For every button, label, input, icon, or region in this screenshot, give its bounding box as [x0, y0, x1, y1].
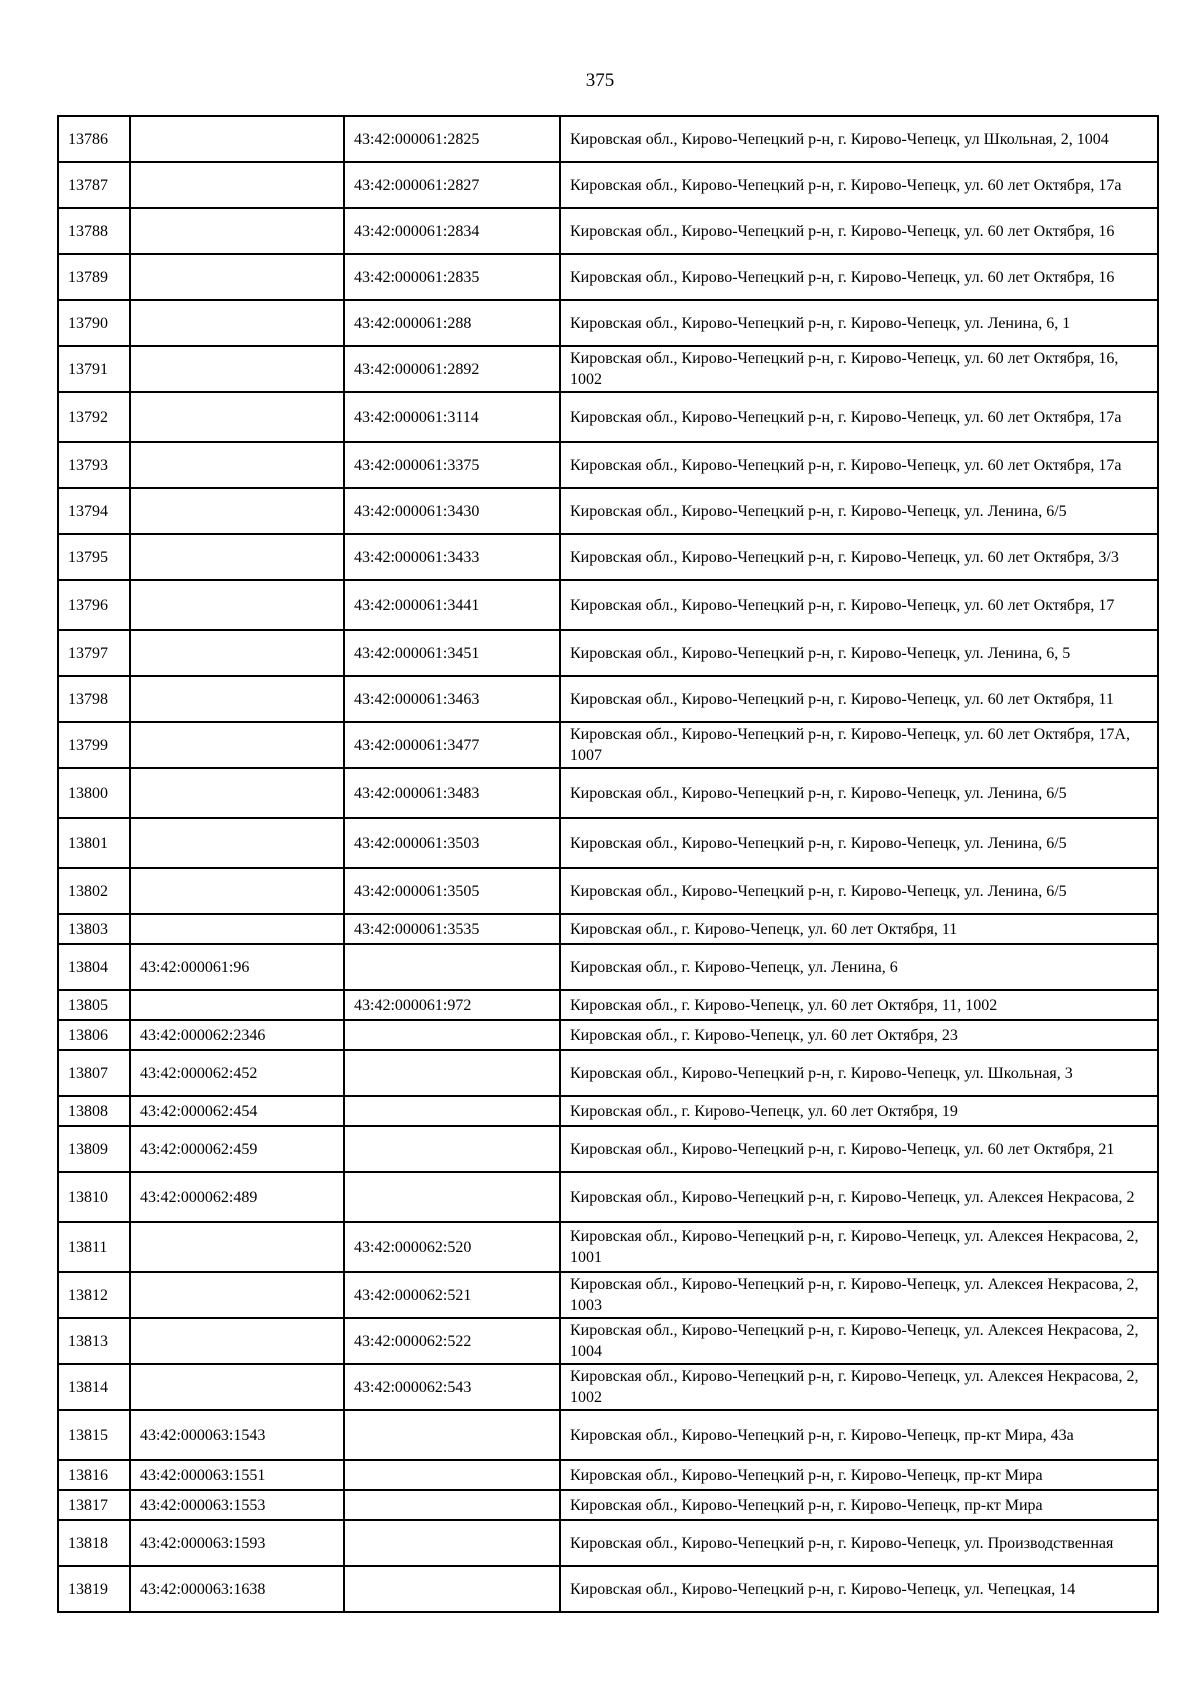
cadastral-number-cell: [130, 208, 344, 254]
address-cell: Кировская обл., Кирово-Чепецкий р-н, г. Кирово-Чепецк, ул. Ленина, 6, 1: [560, 300, 1158, 346]
row-number-cell: 13809: [58, 1126, 130, 1172]
address-cell: Кировская обл., Кирово-Чепецкий р-н, г. Кирово-Чепецк, пр-кт Мира: [560, 1460, 1158, 1490]
linked-cadastral-number-cell: 43:42:000062:522: [344, 1318, 560, 1364]
address-cell: Кировская обл., Кирово-Чепецкий р-н, г. Кирово-Чепецк, ул. Ленина, 6/5: [560, 818, 1158, 868]
row-number-cell: 13807: [58, 1050, 130, 1096]
address-cell: Кировская обл., Кирово-Чепецкий р-н, г. Кирово-Чепецк, ул. 60 лет Октября, 21: [560, 1126, 1158, 1172]
table-row: [58, 1364, 1158, 1410]
address-cell: Кировская обл., г. Кирово-Чепецк, ул. Ленина, 6: [560, 944, 1158, 990]
address-cell: Кировская обл., Кирово-Чепецкий р-н, г. Кирово-Чепецк, пр-кт Мира: [560, 1490, 1158, 1520]
row-number-cell: 13789: [58, 254, 130, 300]
address-cell: Кировская обл., Кирово-Чепецкий р-н, г. Кирово-Чепецк, ул. Чепецкая, 14: [560, 1566, 1158, 1612]
cadastral-number-cell: [130, 580, 344, 630]
linked-cadastral-number-cell: 43:42:000062:543: [344, 1364, 560, 1410]
table-row: [58, 580, 1158, 630]
linked-cadastral-number-cell: 43:42:000061:2827: [344, 162, 560, 208]
address-cell: Кировская обл., г. Кирово-Чепецк, ул. 60 лет Октября, 11, 1002: [560, 990, 1158, 1020]
linked-cadastral-number-cell: [344, 1490, 560, 1520]
linked-cadastral-number-cell: 43:42:000061:3503: [344, 818, 560, 868]
row-number-cell: 13802: [58, 868, 130, 914]
table-row: [58, 1126, 1158, 1172]
row-number-cell: 13818: [58, 1520, 130, 1566]
row-number-cell: 13803: [58, 914, 130, 944]
linked-cadastral-number-cell: [344, 1126, 560, 1172]
address-cell: Кировская обл., г. Кирово-Чепецк, ул. 60 лет Октября, 19: [560, 1096, 1158, 1126]
linked-cadastral-number-cell: 43:42:000061:3430: [344, 488, 560, 534]
linked-cadastral-number-cell: 43:42:000062:521: [344, 1272, 560, 1318]
linked-cadastral-number-cell: [344, 1520, 560, 1566]
linked-cadastral-number-cell: 43:42:000061:2834: [344, 208, 560, 254]
table-row: [58, 914, 1158, 944]
address-cell: Кировская обл., Кирово-Чепецкий р-н, г. Кирово-Чепецк, ул Школьная, 2, 1004: [560, 116, 1158, 162]
linked-cadastral-number-cell: [344, 1050, 560, 1096]
cadastral-number-cell: [130, 768, 344, 818]
cadastral-number-cell: 43:42:000063:1543: [130, 1410, 344, 1460]
row-number-cell: 13812: [58, 1272, 130, 1318]
table-row: [58, 162, 1158, 208]
table-row: [58, 1460, 1158, 1490]
row-number-cell: 13810: [58, 1172, 130, 1222]
cadastral-number-cell: [130, 914, 344, 944]
row-number-cell: 13790: [58, 300, 130, 346]
cadastral-number-cell: [130, 162, 344, 208]
table-row: [58, 442, 1158, 488]
linked-cadastral-number-cell: 43:42:000062:520: [344, 1222, 560, 1272]
table-row: [58, 676, 1158, 722]
table-row: [58, 1566, 1158, 1612]
table-row: [58, 868, 1158, 914]
address-cell: Кировская обл., г. Кирово-Чепецк, ул. 60 лет Октября, 11: [560, 914, 1158, 944]
row-number-cell: 13805: [58, 990, 130, 1020]
table-row: [58, 300, 1158, 346]
row-number-cell: 13801: [58, 818, 130, 868]
address-cell: Кировская обл., Кирово-Чепецкий р-н, г. Кирово-Чепецк, ул. Алексея Некрасова, 2, 1002: [560, 1364, 1158, 1410]
page-number: 375: [585, 70, 615, 91]
cadastral-number-cell: [130, 1364, 344, 1410]
cadastral-number-cell: [130, 676, 344, 722]
row-number-cell: 13799: [58, 722, 130, 768]
row-number-cell: 13800: [58, 768, 130, 818]
address-cell: Кировская обл., Кирово-Чепецкий р-н, г. Кирово-Чепецк, ул. Алексея Некрасова, 2, 1003: [560, 1272, 1158, 1318]
cadastral-number-cell: [130, 818, 344, 868]
row-number-cell: 13815: [58, 1410, 130, 1460]
cadastral-number-cell: [130, 488, 344, 534]
cadastral-number-cell: 43:42:000062:489: [130, 1172, 344, 1222]
row-number-cell: 13808: [58, 1096, 130, 1126]
table-row: [58, 346, 1158, 392]
address-cell: Кировская обл., Кирово-Чепецкий р-н, г. Кирово-Чепецк, ул. 60 лет Октября, 16: [560, 254, 1158, 300]
row-number-cell: 13794: [58, 488, 130, 534]
address-cell: Кировская обл., Кирово-Чепецкий р-н, г. Кирово-Чепецк, пр-кт Мира, 43а: [560, 1410, 1158, 1460]
address-cell: Кировская обл., г. Кирово-Чепецк, ул. 60 лет Октября, 23: [560, 1020, 1158, 1050]
linked-cadastral-number-cell: 43:42:000061:3114: [344, 392, 560, 442]
cadastral-number-cell: 43:42:000063:1553: [130, 1490, 344, 1520]
cadastral-number-cell: [130, 990, 344, 1020]
linked-cadastral-number-cell: 43:42:000061:3535: [344, 914, 560, 944]
row-number-cell: 13813: [58, 1318, 130, 1364]
cadastral-number-cell: [130, 392, 344, 442]
cadastral-number-cell: [130, 630, 344, 676]
address-cell: Кировская обл., Кирово-Чепецкий р-н, г. Кирово-Чепецк, ул. Алексея Некрасова, 2, 1001: [560, 1222, 1158, 1272]
row-number-cell: 13798: [58, 676, 130, 722]
linked-cadastral-number-cell: 43:42:000061:2835: [344, 254, 560, 300]
linked-cadastral-number-cell: 43:42:000061:3375: [344, 442, 560, 488]
address-cell: Кировская обл., Кирово-Чепецкий р-н, г. Кирово-Чепецк, ул. 60 лет Октября, 3/3: [560, 534, 1158, 580]
linked-cadastral-number-cell: [344, 1096, 560, 1126]
cadastral-number-cell: 43:42:000063:1638: [130, 1566, 344, 1612]
address-cell: Кировская обл., Кирово-Чепецкий р-н, г. Кирово-Чепецк, ул. 60 лет Октября, 16: [560, 208, 1158, 254]
cadastral-number-cell: 43:42:000062:454: [130, 1096, 344, 1126]
table-row: [58, 534, 1158, 580]
cadastral-number-cell: [130, 300, 344, 346]
table-row: [58, 818, 1158, 868]
address-cell: Кировская обл., Кирово-Чепецкий р-н, г. Кирово-Чепецк, ул. 60 лет Октября, 17а: [560, 392, 1158, 442]
cadastral-number-cell: 43:42:000061:96: [130, 944, 344, 990]
linked-cadastral-number-cell: 43:42:000061:3451: [344, 630, 560, 676]
row-number-cell: 13787: [58, 162, 130, 208]
cadastral-number-cell: [130, 1222, 344, 1272]
table-row: [58, 1318, 1158, 1364]
cadastral-number-cell: [130, 116, 344, 162]
table-row: [58, 1096, 1158, 1126]
table-row: [58, 116, 1158, 162]
table-row: [58, 254, 1158, 300]
linked-cadastral-number-cell: 43:42:000061:972: [344, 990, 560, 1020]
address-cell: Кировская обл., Кирово-Чепецкий р-н, г. Кирово-Чепецк, ул. Ленина, 6/5: [560, 488, 1158, 534]
table-row: [58, 488, 1158, 534]
row-number-cell: 13806: [58, 1020, 130, 1050]
table-row: [58, 208, 1158, 254]
table-row: [58, 944, 1158, 990]
row-number-cell: 13795: [58, 534, 130, 580]
row-number-cell: 13793: [58, 442, 130, 488]
cadastral-number-cell: 43:42:000062:2346: [130, 1020, 344, 1050]
address-cell: Кировская обл., Кирово-Чепецкий р-н, г. Кирово-Чепецк, ул. Алексея Некрасова, 2, 1004: [560, 1318, 1158, 1364]
address-cell: Кировская обл., Кирово-Чепецкий р-н, г. Кирово-Чепецк, ул. 60 лет Октября, 17а: [560, 162, 1158, 208]
row-number-cell: 13814: [58, 1364, 130, 1410]
row-number-cell: 13797: [58, 630, 130, 676]
address-cell: Кировская обл., Кирово-Чепецкий р-н, г. Кирово-Чепецк, ул. Ленина, 6/5: [560, 868, 1158, 914]
address-cell: Кировская обл., Кирово-Чепецкий р-н, г. Кирово-Чепецк, ул. 60 лет Октября, 17: [560, 580, 1158, 630]
linked-cadastral-number-cell: 43:42:000061:3477: [344, 722, 560, 768]
linked-cadastral-number-cell: 43:42:000061:3433: [344, 534, 560, 580]
cadastral-number-cell: 43:42:000063:1551: [130, 1460, 344, 1490]
cadastral-number-cell: 43:42:000063:1593: [130, 1520, 344, 1566]
cadastral-number-cell: 43:42:000062:452: [130, 1050, 344, 1096]
linked-cadastral-number-cell: [344, 1410, 560, 1460]
cadastral-number-cell: [130, 868, 344, 914]
linked-cadastral-number-cell: [344, 944, 560, 990]
cadastral-number-cell: [130, 534, 344, 580]
row-number-cell: 13804: [58, 944, 130, 990]
address-cell: Кировская обл., Кирово-Чепецкий р-н, г. Кирово-Чепецк, ул. 60 лет Октября, 11: [560, 676, 1158, 722]
table-row: [58, 630, 1158, 676]
table-row: [58, 1020, 1158, 1050]
cadastral-number-cell: [130, 442, 344, 488]
table-row: [58, 1410, 1158, 1460]
linked-cadastral-number-cell: 43:42:000061:3483: [344, 768, 560, 818]
linked-cadastral-number-cell: 43:42:000061:3463: [344, 676, 560, 722]
row-number-cell: 13819: [58, 1566, 130, 1612]
address-cell: Кировская обл., Кирово-Чепецкий р-н, г. Кирово-Чепецк, ул. Алексея Некрасова, 2: [560, 1172, 1158, 1222]
row-number-cell: 13811: [58, 1222, 130, 1272]
cadastral-number-cell: [130, 254, 344, 300]
registry-table-body: [58, 116, 1158, 1612]
table-row: [58, 722, 1158, 768]
table-row: [58, 1520, 1158, 1566]
table-row: [58, 768, 1158, 818]
registry-table: [57, 115, 1159, 1613]
row-number-cell: 13817: [58, 1490, 130, 1520]
table-row: [58, 1222, 1158, 1272]
address-cell: Кировская обл., Кирово-Чепецкий р-н, г. Кирово-Чепецк, ул. Производственная: [560, 1520, 1158, 1566]
address-cell: Кировская обл., Кирово-Чепецкий р-н, г. Кирово-Чепецк, ул. Школьная, 3: [560, 1050, 1158, 1096]
row-number-cell: 13786: [58, 116, 130, 162]
linked-cadastral-number-cell: 43:42:000061:3441: [344, 580, 560, 630]
address-cell: Кировская обл., Кирово-Чепецкий р-н, г. Кирово-Чепецк, ул. Ленина, 6, 5: [560, 630, 1158, 676]
row-number-cell: 13791: [58, 346, 130, 392]
linked-cadastral-number-cell: 43:42:000061:3505: [344, 868, 560, 914]
cadastral-number-cell: [130, 346, 344, 392]
cadastral-number-cell: [130, 1318, 344, 1364]
table-row: [58, 1172, 1158, 1222]
table-row: [58, 990, 1158, 1020]
table-row: [58, 1050, 1158, 1096]
row-number-cell: 13816: [58, 1460, 130, 1490]
linked-cadastral-number-cell: 43:42:000061:2825: [344, 116, 560, 162]
linked-cadastral-number-cell: [344, 1566, 560, 1612]
cadastral-number-cell: [130, 1272, 344, 1318]
row-number-cell: 13792: [58, 392, 130, 442]
cadastral-number-cell: [130, 722, 344, 768]
table-row: [58, 392, 1158, 442]
linked-cadastral-number-cell: 43:42:000061:288: [344, 300, 560, 346]
linked-cadastral-number-cell: [344, 1172, 560, 1222]
row-number-cell: 13796: [58, 580, 130, 630]
table-row: [58, 1272, 1158, 1318]
address-cell: Кировская обл., Кирово-Чепецкий р-н, г. Кирово-Чепецк, ул. 60 лет Октября, 16, 1002: [560, 346, 1158, 392]
address-cell: Кировская обл., Кирово-Чепецкий р-н, г. Кирово-Чепецк, ул. 60 лет Октября, 17а: [560, 442, 1158, 488]
linked-cadastral-number-cell: [344, 1460, 560, 1490]
table-row: [58, 1490, 1158, 1520]
linked-cadastral-number-cell: 43:42:000061:2892: [344, 346, 560, 392]
address-cell: Кировская обл., Кирово-Чепецкий р-н, г. Кирово-Чепецк, ул. Ленина, 6/5: [560, 768, 1158, 818]
linked-cadastral-number-cell: [344, 1020, 560, 1050]
address-cell: Кировская обл., Кирово-Чепецкий р-н, г. Кирово-Чепецк, ул. 60 лет Октября, 17А, 1007: [560, 722, 1158, 768]
row-number-cell: 13788: [58, 208, 130, 254]
cadastral-number-cell: 43:42:000062:459: [130, 1126, 344, 1172]
